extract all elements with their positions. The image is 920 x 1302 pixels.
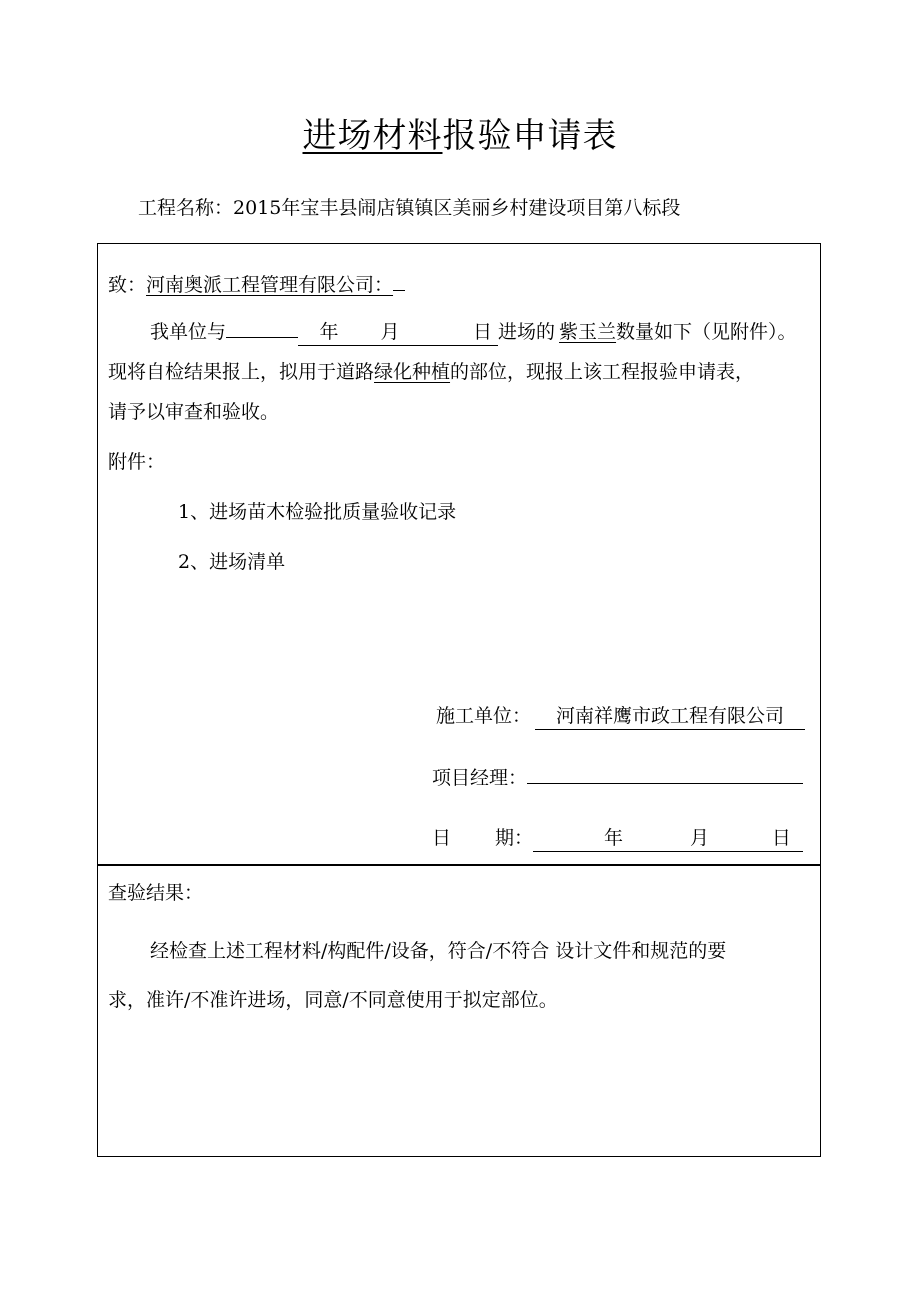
project-label: 工程名称： — [138, 197, 234, 219]
date-month: 月 — [623, 825, 709, 852]
date-label-1: 日 — [432, 827, 452, 849]
contractor-label: 施工单位： — [436, 705, 532, 727]
entry-date-day: 日 — [420, 319, 498, 346]
attachment-item: 1、进场苗木检验批质量验收记录 — [178, 501, 457, 523]
usage-line — [108, 356, 754, 388]
contractor-line — [436, 700, 805, 732]
quantity-text: 数量如下（见附件）。 — [616, 321, 797, 343]
manager-line — [432, 762, 803, 794]
intro-prefix: 我单位与 — [150, 321, 227, 343]
material-name: 紫玉兰 — [559, 321, 617, 343]
entry-date-year: 年 — [298, 319, 360, 346]
attachments-label: 附件： — [108, 451, 166, 473]
usage-prefix: 现将自检结果报上，拟用于道路 — [108, 361, 375, 383]
manager-signature-field — [527, 783, 803, 784]
page-title — [0, 112, 920, 160]
inspection-label: 查验结果： — [108, 882, 204, 904]
project-line — [138, 192, 680, 224]
date-year: 年 — [533, 825, 623, 852]
title-underlined-part: 进场材料 — [302, 116, 443, 156]
usage-suffix: 的部位，现报上该工程报验申请表， — [450, 361, 755, 383]
contractor-name: 河南祥鹰市政工程有限公司 — [535, 703, 805, 730]
entry-text: 进场的 — [498, 321, 556, 343]
attachment-item: 2、进场清单 — [178, 551, 286, 573]
date-label-2: 期： — [495, 827, 534, 849]
entry-date-month: 月 — [360, 319, 420, 346]
title-rest: 报验申请表 — [442, 116, 618, 156]
manager-label: 项目经理： — [432, 767, 528, 789]
entry-date-year-blank — [226, 337, 298, 338]
usage-part: 绿化种植 — [374, 361, 451, 383]
intro-line — [150, 316, 797, 348]
recipient-line — [108, 268, 405, 301]
inspection-result-line-1: 经检查上述工程材料/构配件/设备，符合/不符合 设计文件和规范的要 — [150, 940, 727, 962]
inspection-result-line-2: 求，准许/不准许进场，同意/不同意使用于拟定部位。 — [108, 989, 558, 1011]
recipient-company: 河南奥派工程管理有限公司： — [146, 274, 394, 296]
to-label: 致： — [108, 274, 147, 296]
review-request: 请予以审查和验收。 — [108, 401, 280, 423]
recipient-blank — [393, 268, 405, 291]
project-name: 2015年宝丰县闹店镇镇区美丽乡村建设项目第八标段 — [233, 197, 681, 219]
date-line — [432, 822, 803, 854]
date-day: 日 — [709, 825, 803, 852]
